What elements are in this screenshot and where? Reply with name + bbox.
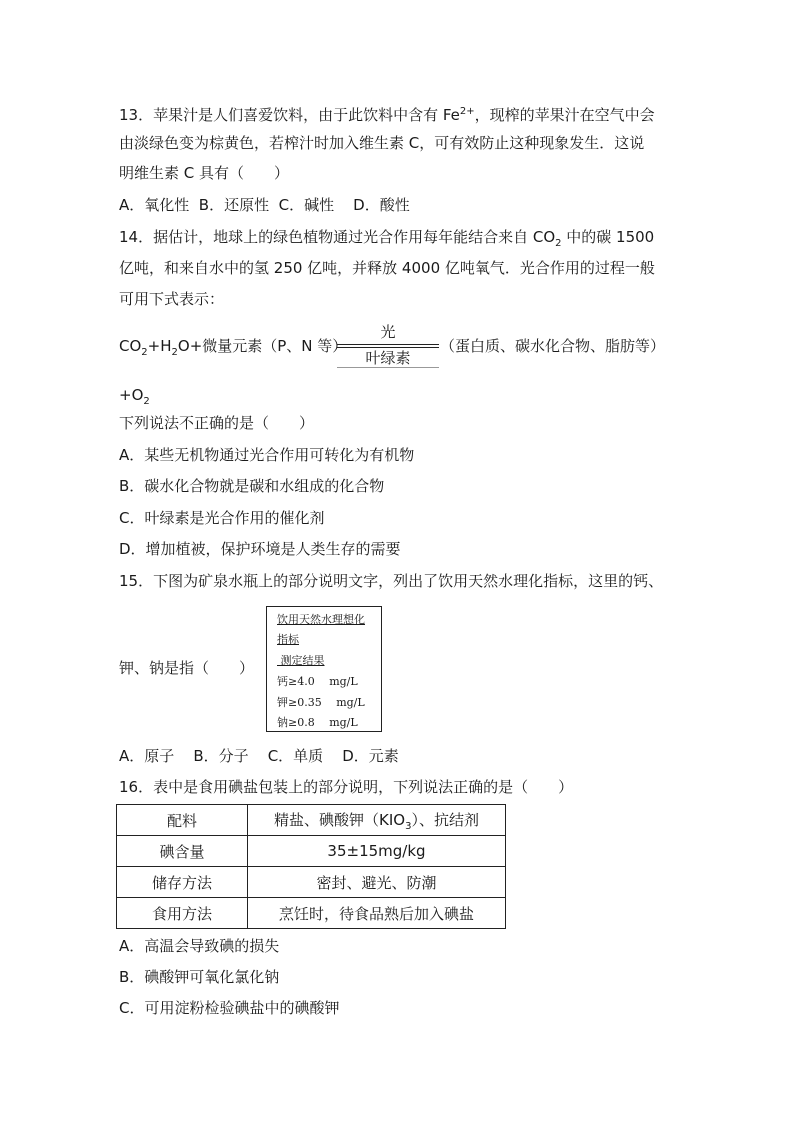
reaction-arrow [337, 322, 439, 368]
underline-rule [337, 367, 439, 368]
table-cell-value: 烹饪时，待食品熟后加入碘盐 [248, 898, 506, 929]
table-cell-key: 储存方法 [117, 867, 248, 898]
q14-option-d: D．增加植被，保护环境是人类生存的需要 [119, 540, 401, 558]
equation-oxygen: $+O_2$ [119, 386, 150, 407]
q14-option-a: A．某些无机物通过光合作用可转化为有机物 [119, 446, 415, 464]
mineral-water-label [266, 606, 382, 732]
q13-line-2: 由淡绿色变为棕黄色，若榨汁时加入维生素 C，可有效防止这种现象发生．这说 [119, 134, 645, 152]
q15-line-1: 15．下图为矿泉水瓶上的部分说明文字，列出了饮用天然水理化指标，这里的钙、 [119, 572, 664, 590]
iodized-salt-table [116, 804, 506, 929]
equation-left: $CO_2+H_2O+$微量元素（P、N 等） [119, 337, 348, 358]
table-row [117, 867, 506, 898]
table-cell-key: 食用方法 [117, 898, 248, 929]
equals-bar-top [337, 344, 439, 345]
q15-options: A．原子 B．分子 C．单质 D．元素 [119, 747, 399, 765]
label-sodium: 钠≥0.8 mg/L [277, 716, 358, 729]
label-title-2: 指标 [277, 633, 299, 646]
table-cell-value: 精盐、碘酸钾$(KIO_3)$、抗结剂 [248, 805, 506, 836]
q13-line-1: 13．苹果汁是人们喜爱饮料，由于此饮料中含有 $Fe^{2+}$，现榨的苹果汁在空气中会 [119, 106, 655, 124]
table-cell-value: 35±15mg/kg [248, 836, 506, 867]
q14-line-3: 可用下式表示： [119, 290, 225, 308]
label-calcium: 钙≥4.0 mg/L [277, 675, 358, 688]
q14-line-2: 亿吨，和来自水中的氢 250 亿吨，并释放 4000 亿吨氧气．光合作用的过程一般 [119, 259, 655, 277]
reaction-condition-light: 光 [380, 323, 396, 341]
q13-line-3: 明维生素 C 具有（ ） [119, 164, 290, 182]
equation-right: （蛋白质、碳水化合物、脂肪等） [440, 337, 666, 355]
table-row [117, 898, 506, 929]
q13-options: A．氧化性 B．还原性 C．碱性 D．酸性 [119, 196, 410, 214]
q15-line-2: 钾、钠是指（ ） [119, 659, 255, 677]
q14-option-b: B．碳水化合物就是碳和水组成的化合物 [119, 477, 385, 495]
reaction-condition-chlorophyll: 叶绿素 [365, 349, 411, 367]
q16-option-b: B．碘酸钾可氧化氯化钠 [119, 968, 280, 986]
q16-option-a: A．高温会导致碘的损失 [119, 937, 280, 955]
q16-option-c: C．可用淀粉检验碘盐中的碘酸钾 [119, 999, 340, 1017]
label-title-1: 饮用天然水理想化 [277, 613, 365, 626]
table-row [117, 836, 506, 867]
q14-option-c: C．叶绿素是光合作用的催化剂 [119, 509, 325, 527]
table-cell-value: 密封、避光、防潮 [248, 867, 506, 898]
q14-line-1: 14．据估计，地球上的绿色植物通过光合作用每年能结合来自 $CO_2$ 中的碳 1500 [119, 228, 655, 249]
q16-stem: 16．表中是食用碘盐包装上的部分说明，下列说法正确的是（ ） [119, 778, 574, 796]
label-potassium: 钾≥0.35 mg/L [277, 696, 365, 709]
table-cell-key: 碘含量 [117, 836, 248, 867]
label-subtitle: 测定结果 [277, 654, 325, 667]
table-cell-key: 配料 [117, 805, 248, 836]
q14-stem: 下列说法不正确的是（ ） [119, 414, 315, 432]
table-row [117, 805, 506, 836]
